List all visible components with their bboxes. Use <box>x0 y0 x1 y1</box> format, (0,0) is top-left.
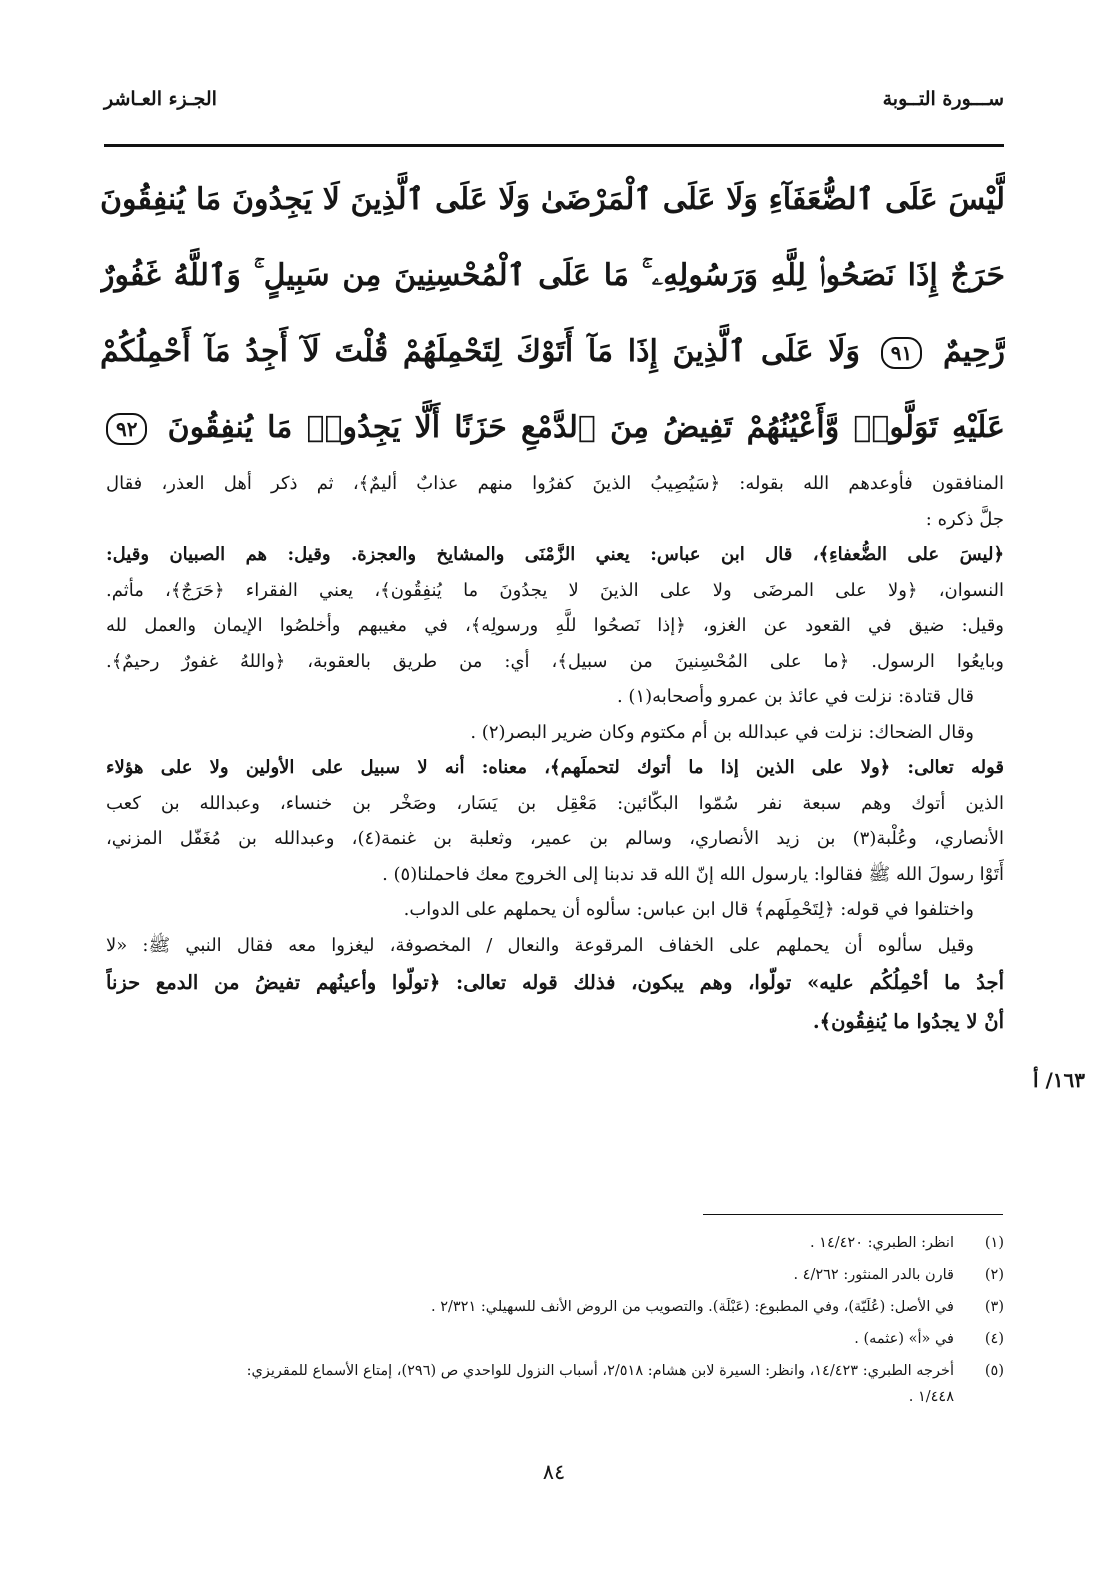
footnote-text-continued: ١/٤٤٨ . <box>908 1389 954 1405</box>
commentary-line: وبايعُوا الرسول. ﴿ما على المُحْسِنينَ من سبيل﴾، أي: من طريق بالعقوبة، ﴿واللهُ غفورٌ رحيمٌ﴾. <box>106 650 1004 672</box>
footnote-text: أخرجه الطبري: ١٤/٤٢٣، وانظر: السيرة لابن هشام: ٢/٥١٨، أسباب النزول للواحدي ص (٢٩٦)، إمتاع الأسماع للمقريزي: <box>246 1363 954 1379</box>
commentary-line: أنْ لا يجدُوا ما يُنفِقُون﴾. <box>812 1010 1004 1033</box>
verse-text: حَرَجٌ إِذَا نَصَحُوا۟ لِلَّهِ وَرَسُولِهِۦ ۚ مَا عَلَى ٱلْمُحْسِنِينَ مِن سَبِيلٍ ۚ وَٱللَّهُ غَفُورٌ <box>100 258 1005 293</box>
verse-line <box>100 390 1005 466</box>
verse-text: وَلَا عَلَى ٱلَّذِينَ إِذَا مَآ أَتَوْكَ لِتَحْمِلَهُمْ قُلْتَ لَآ أَجِدُ مَآ أَحْمِلُكُمْ <box>100 334 861 369</box>
footnote-rule <box>703 1214 1003 1215</box>
verse-text: رَّحِيمٌ <box>942 334 1005 369</box>
commentary-line: وقيل سألوه أن يحملهم على الخفاف المرقوعة والنعال / المخصوفة، ليغزوا معه فقال النبي ﷺ: «لا <box>106 934 974 956</box>
commentary-line: أجدُ ما أحْمِلُكُم عليه» تولّوا، وهم يبكون، فذلك قوله تعالى: ﴿تولّوا وأعينُهم تفيضُ من الدمع حزناً <box>106 971 1004 994</box>
footnote <box>106 1355 1004 1411</box>
ayah-number-marker: ٩٢ <box>106 413 147 445</box>
header-rule <box>104 144 1004 147</box>
commentary-line: جلَّ ذكره : <box>925 508 1004 530</box>
footnote-number: (٤) <box>984 1331 1004 1347</box>
footnote <box>106 1291 1004 1323</box>
page-number: ٨٤ <box>542 1460 566 1484</box>
running-head <box>104 88 1004 128</box>
quran-verse-block <box>100 162 1005 466</box>
commentary-line: قال قتادة: نزلت في عائذ بن عمرو وأصحابه(١) . <box>616 686 974 707</box>
commentary-line: واختلفوا في قوله: ﴿لِتَحْمِلَهم﴾ قال ابن عباس: سألوه أن يحملهم على الدواب. <box>403 899 974 920</box>
commentary-line: النسوان، ﴿ولا على المرضَى ولا على الذينَ لا يجدُونَ ما يُنفِقُون﴾، يعني الفقراء ﴿حَرَجٌ﴾، مأثم. <box>106 579 1004 601</box>
footnote-number: (٢) <box>984 1267 1004 1283</box>
verse-text: عَلَيْهِ تَوَلَّوا۟ وَّأَعْيُنُهُمْ تَفِيضُ مِنَ ٱلدَّمْعِ حَزَنًا أَلَّا يَجِدُوا۟ مَا يُنفِقُونَ <box>167 410 1005 445</box>
footnote-text: في «أ» (عثمه) . <box>854 1331 954 1347</box>
footnote-number: (١) <box>984 1235 1004 1251</box>
commentary-line: الذين أتوك وهم سبعة نفر سُمّوا البكّائين: مَعْقِل بن يَسَار، وصَخْر بن خنساء، وعبدالله بن كعب <box>106 792 1004 814</box>
commentary-line: وقال الضحاك: نزلت في عبدالله بن أم مكتوم وكان ضرير البصر(٢) . <box>470 721 974 743</box>
verse-line <box>100 162 1005 238</box>
footnote-text: انظر: الطبري: ١٤/٤٢٠ . <box>809 1235 954 1251</box>
verse-line <box>100 314 1005 390</box>
verse-line <box>100 238 1005 314</box>
footnote-number: (٥) <box>984 1363 1004 1379</box>
commentary-line: الأنصاري، وعُلْبة(٣) بن زيد الأنصاري، وسالم بن عمير، وثعلبة بن غنمة(٤)، وعبدالله بن مُغَفّل المزني، <box>106 828 1004 849</box>
commentary-line: المنافقون فأوعدهم الله بقوله: ﴿سَيُصِيبُ الذينَ كفرُوا منهم عذابٌ أليمٌ﴾، ثم ذكر أهل العذر، فقال <box>106 473 1004 494</box>
ayah-number-marker: ٩١ <box>881 337 922 369</box>
footnote <box>106 1323 1004 1355</box>
tafsir-commentary <box>106 466 1004 1041</box>
footnote <box>106 1227 1004 1259</box>
verse-text: لَّيْسَ عَلَى ٱلضُّعَفَآءِ وَلَا عَلَى ٱلْمَرْضَىٰ وَلَا عَلَى ٱلَّذِينَ لَا يَجِدُونَ مَا يُنفِقُونَ <box>100 182 1005 217</box>
footnote-text: قارن بالدر المنثور: ٤/٢٦٢ . <box>793 1267 954 1283</box>
footnote-text: في الأصل: (عُلَيّة)، وفي المطبوع: (عَبْلَة). والتصويب من الروض الأنف للسهيلي: ٢/٣٢١ . <box>430 1299 954 1315</box>
footnote <box>106 1259 1004 1291</box>
manuscript-folio-note: ١٦٣/ أ <box>1032 1068 1085 1092</box>
commentary-line: قوله تعالى: ﴿ولا على الذين إذا ما أتوك لتحملَهم﴾، معناه: أنه لا سبيل على الأولين ولا على هؤلاء <box>106 757 1004 778</box>
part-name: الجـزء العـاشر <box>104 88 217 110</box>
surah-name: ســـورة التــوبة <box>882 88 1004 110</box>
commentary-line: وقيل: ضيق في القعود عن الغزو، ﴿إذا نَصحُوا للَّهِ ورسولِه﴾، في مغيبهم وأخلصُوا الإيمان والعمل لله <box>106 615 1004 636</box>
commentary-line: ﴿ليسَ على الضُّعفاءِ﴾، قال ابن عباس: يعني الزَّمْنَى والمشايخ والعجزة. وقيل: هم الصبيان وقيل: <box>106 544 1004 565</box>
footnotes <box>106 1227 1004 1411</box>
footnote-number: (٣) <box>984 1299 1004 1315</box>
commentary-line: أَتَوْا رسولَ الله ﷺ فقالوا: يارسول الله إنّ الله قد ندبنا إلى الخروج معك فاحملنا(٥) . <box>382 863 1004 885</box>
